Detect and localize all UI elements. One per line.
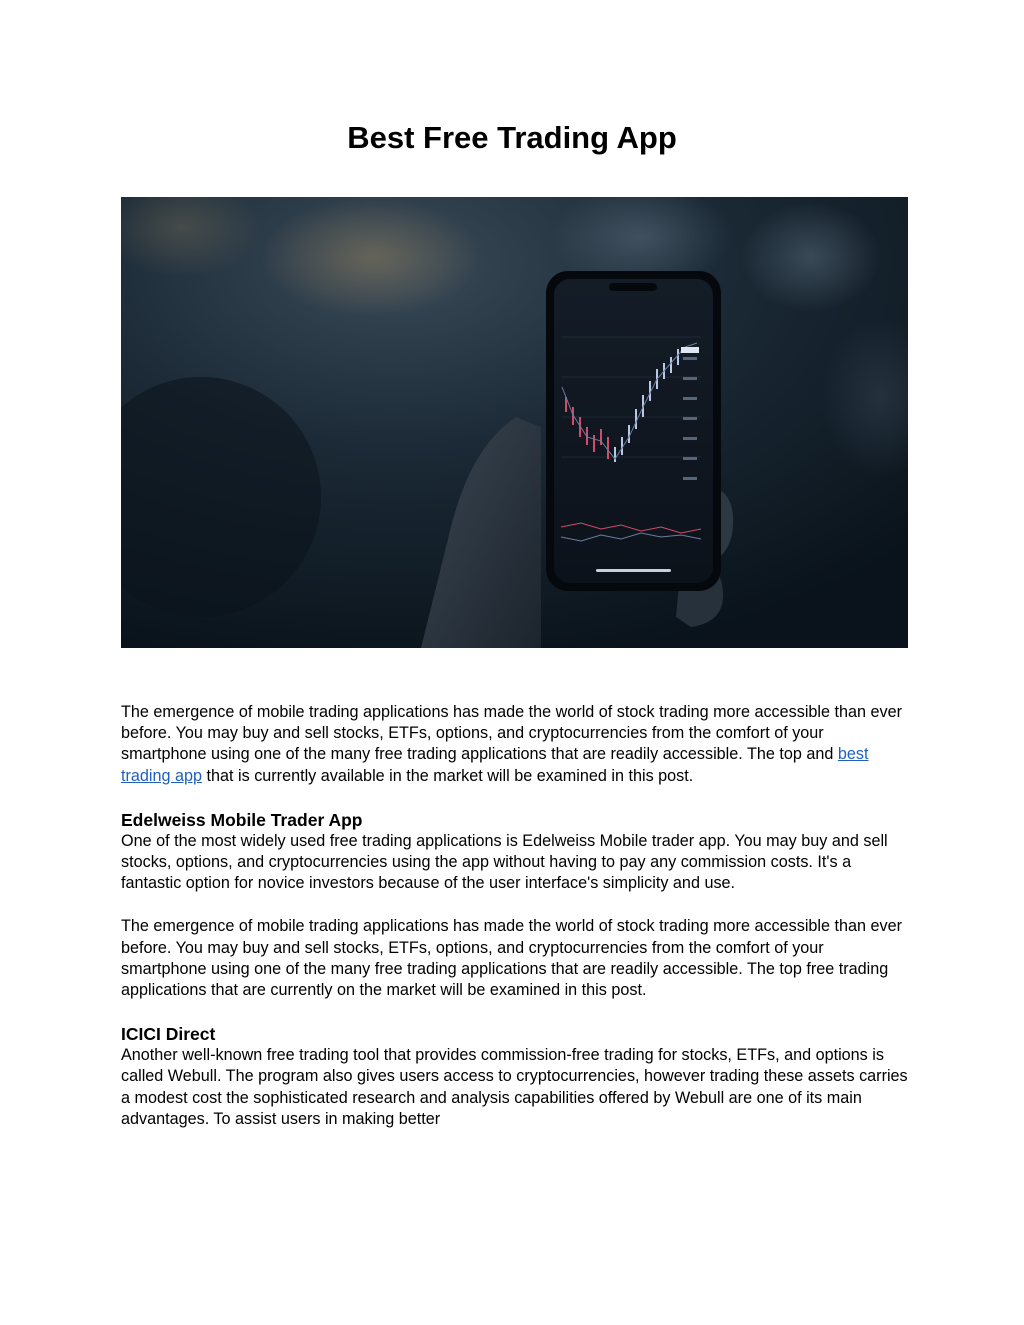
section-heading-icici-direct: ICICI Direct xyxy=(121,1024,216,1045)
best-trading-app-link[interactable]: best trading app xyxy=(121,745,869,785)
section-paragraph: The emergence of mobile trading applications has made the world of stock trading more accessible than ever before. You may buy and sell stocks, ETFs, options, and cryptocurrencies from the comfort of your smartphone using one of the many free trading applications that are readily accessible. The top free trading applications that are currently on the market will be examined in this post. xyxy=(121,917,903,1000)
section-paragraph: Another well-known free trading tool that provides commission-free trading for stocks, ETFs, and options is called Webull. The program also gives users access to cryptocurrencies, however trading these assets carries a modest cost the sophisticated research and analysis capabilities offered by Webull are one of its main advantages. To assist users in making better xyxy=(121,1046,908,1128)
section-heading-edelweiss: Edelweiss Mobile Trader App xyxy=(121,809,363,830)
intro-text-after-link: that is currently available in the market will be examined in this post. xyxy=(202,766,694,785)
intro-paragraph xyxy=(121,702,911,787)
intro-text-before-link: The emergence of mobile trading applications has made the world of stock trading more accessible than ever before. You may buy and sell stocks, ETFs, options, and cryptocurrencies from the comfort of your smartphone using one of the many free trading applications that are readily accessible. The top and xyxy=(121,703,903,764)
page-title: Best Free Trading App xyxy=(347,120,677,155)
hero-image-phone-trading-chart xyxy=(121,197,908,648)
article-body xyxy=(121,702,911,1130)
section-paragraph: One of the most widely used free trading applications is Edelweiss Mobile trader app. You may buy and sell stocks, options, and cryptocurrencies using the app without having to pay any commission costs. It's a fantastic option for novice investors because of the user interface's simplicity and use. xyxy=(121,831,888,893)
